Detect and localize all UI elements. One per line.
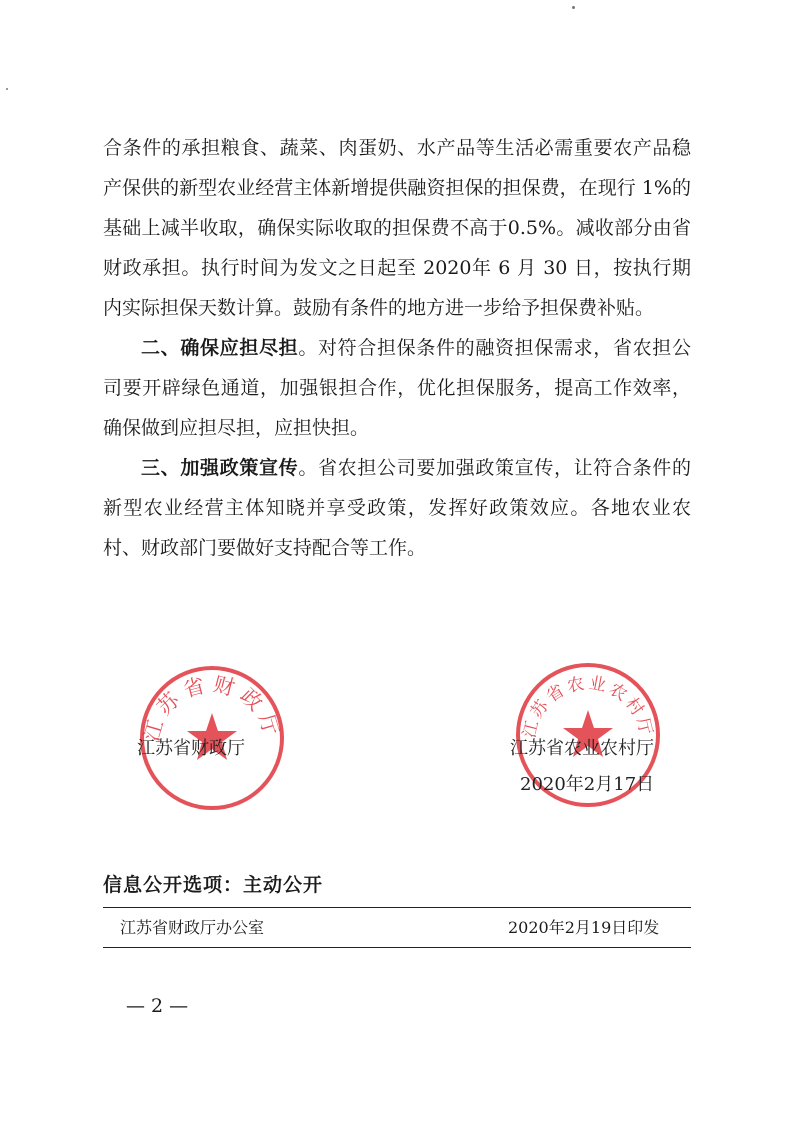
paragraph-policy-promotion: [103, 448, 691, 568]
signature-agriculture-department: 江苏省农业农村厅: [510, 738, 654, 759]
footer-print-date: 2020年2月19日印发: [508, 918, 660, 937]
document-body: [103, 128, 691, 568]
scan-speck: [6, 88, 8, 90]
section-heading-ensure-guarantee: 二、确保应担尽担: [141, 337, 299, 359]
page-number: — 2 —: [126, 995, 189, 1017]
footer-top-rule: [103, 907, 691, 908]
footer-bottom-rule: [103, 947, 691, 948]
paragraph-ensure-guarantee: [103, 328, 691, 448]
disclosure-option: 信息公开选项：主动公开: [103, 874, 324, 896]
section-heading-policy-promotion: 三、加强政策宣传: [141, 457, 299, 479]
signature-date: 2020年2月17日: [520, 774, 655, 795]
footer-issuer: 江苏省财政厅办公室: [120, 918, 265, 937]
svg-text:江苏省财政厅: 江苏省财政厅: [139, 671, 285, 745]
section-text-policy-promotion: 。省农担公司要加强政策宣传，让符合条件的新型农业经营主体知晓并享受政策，发挥好政策效应。各地农业农村、财政部门要做好支持配合等工作。: [103, 457, 691, 559]
signature-finance-department: 江苏省财政厅: [137, 738, 245, 759]
svg-text:江苏省农业农村厅: 江苏省农业农村厅: [519, 673, 657, 740]
section-text-ensure-guarantee: 。对符合担保条件的融资担保需求，省农担公司要开辟绿色通道，加强银担合作，优化担保服务，提高工作效率，确保做到应担尽担，应担快担。: [103, 337, 691, 439]
scan-speck: [572, 6, 575, 9]
paragraph-fee-reduction: 合条件的承担粮食、蔬菜、肉蛋奶、水产品等生活必需重要农产品稳产保供的新型农业经营主体新增提供融资担保的担保费，在现行 1%的基础上减半收取，确保实际收取的担保费不高于0.5%。减收部分由省财政承担。执行时间为发文之日起至 2020年 6 月 30 日，按执行期内实际担保天数计算。鼓励有条件的地方进一步给予担保费补贴。: [103, 137, 691, 319]
